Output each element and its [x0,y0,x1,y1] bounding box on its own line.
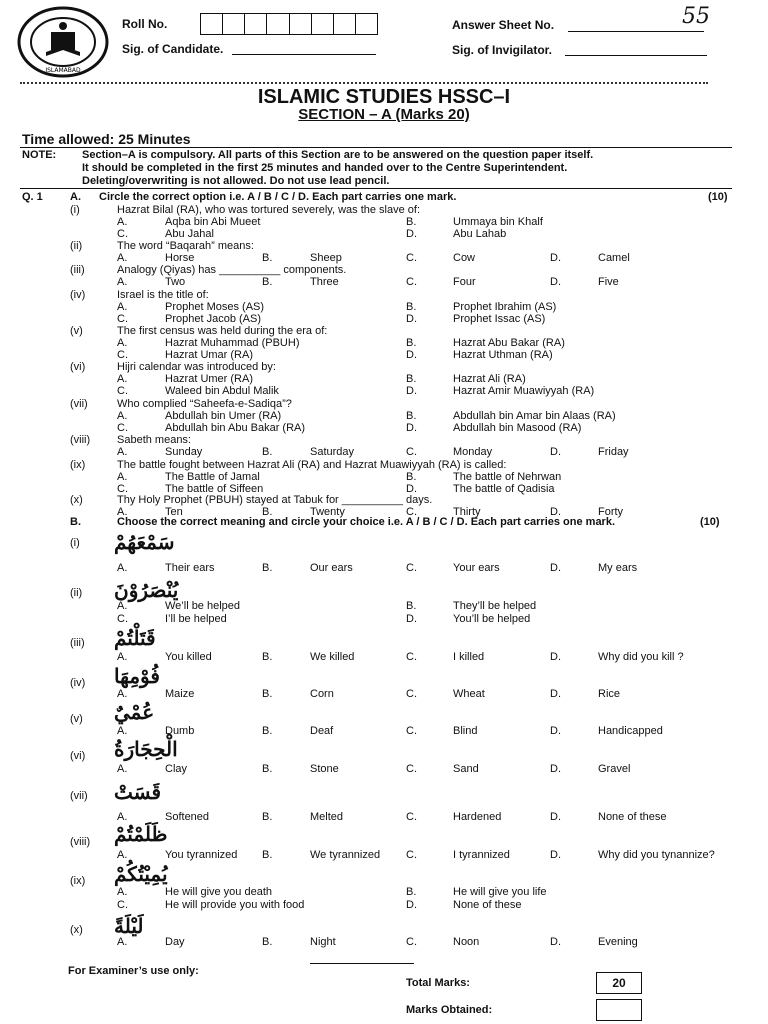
option-c-letter[interactable]: C. [406,651,417,663]
question-text: Israel is the title of: [117,289,209,301]
option-d-letter[interactable]: D. [550,651,561,663]
option-b-text[interactable]: Melted [310,811,344,823]
option-a-text[interactable]: Day [165,936,185,948]
option-c-text[interactable]: Monday [453,446,493,458]
answer-sheet-line[interactable] [568,31,704,32]
option-b-text[interactable]: The battle of Nehrwan [453,471,562,483]
arabic-word: لَيْلَةً [114,914,144,938]
part-a-marks: (10) [708,191,728,203]
option-b-text[interactable]: Hazrat Abu Bakar (RA) [453,337,565,349]
question-number: (ix) [70,875,86,887]
option-a-text[interactable]: Maize [165,688,195,700]
option-c-text[interactable]: He will provide you with food [165,899,305,911]
option-b-text[interactable]: They’ll be helped [453,600,537,612]
option-c-text[interactable]: Sand [453,763,479,775]
answer-sheet-label: Answer Sheet No. [452,18,555,32]
option-c-letter[interactable]: C. [406,763,417,775]
option-d-letter[interactable]: D. [550,252,561,264]
option-b-letter[interactable]: B. [262,811,273,823]
question-number: (vii) [70,790,88,802]
option-d-text[interactable]: Evening [598,936,638,948]
option-c-text[interactable]: Abu Jahal [165,228,214,240]
option-d-letter[interactable]: D. [406,228,417,240]
option-d-letter[interactable]: D. [550,725,561,737]
option-c-letter[interactable]: C. [117,613,128,625]
question-number: (i) [70,537,80,549]
option-c-letter[interactable]: C. [117,483,128,495]
option-d-letter[interactable]: D. [550,446,561,458]
option-d-text[interactable]: None of these [598,811,667,823]
option-a-text[interactable]: Ten [165,506,183,518]
option-a-letter[interactable]: A. [117,471,128,483]
option-a-letter[interactable]: A. [117,562,128,574]
option-a-letter[interactable]: A. [117,849,128,861]
option-d-text[interactable]: Prophet Issac (AS) [453,313,546,325]
question-number: (vi) [70,750,86,762]
option-b-letter[interactable]: B. [262,688,273,700]
option-d-letter[interactable]: D. [550,506,561,518]
option-b-text[interactable]: We tyrannized [310,849,381,861]
option-d-text[interactable]: Gravel [598,763,631,775]
option-b-text[interactable]: Deaf [310,725,334,737]
question-text: Analogy (Qiyas) has __________ components. [117,264,347,276]
option-d-text[interactable]: Abu Lahab [453,228,507,240]
sig-candidate-line[interactable] [232,54,376,55]
option-c-text[interactable]: I tyrannized [453,849,510,861]
question-number: (iv) [70,677,86,689]
option-a-text[interactable]: We’ll be helped [165,600,241,612]
question-text: Sabeth means: [117,434,191,446]
option-d-letter[interactable]: D. [550,688,561,700]
option-a-text[interactable]: Dumb [165,725,195,737]
question-text: Hazrat Bilal (RA), who was tortured severely, was the slave of: [117,204,421,216]
option-d-letter[interactable]: D. [550,849,561,861]
option-a-text[interactable]: Sunday [165,446,203,458]
examiner-label: For Examiner’s use only: [68,965,199,977]
option-b-text[interactable]: We killed [310,651,355,663]
note-line-1: Section–A is compulsory. All parts of this Section are to be answered on the question paper itself. [82,149,594,161]
sig-invigilator-label: Sig. of Invigilator. [452,43,553,57]
option-c-text[interactable]: Hazrat Umar (RA) [165,349,254,361]
option-c-letter[interactable]: C. [406,936,417,948]
option-b-text[interactable]: Twenty [310,506,345,518]
option-a-letter[interactable]: A. [117,936,128,948]
option-c-text[interactable]: Abdullah bin Abu Bakar (RA) [165,422,306,434]
question-text: Hijri calendar was introduced by: [117,361,276,373]
note-line-2: It should be completed in the first 25 minutes and handed over to the Centre Superintendent. [82,162,568,174]
section-title: SECTION – A (Marks 20) [298,106,470,123]
option-b-text[interactable]: He will give you life [453,886,547,898]
option-b-letter[interactable]: B. [406,337,417,349]
option-d-letter[interactable]: D. [550,936,561,948]
option-c-text[interactable]: Noon [453,936,480,948]
option-b-letter[interactable]: B. [406,471,417,483]
option-d-letter[interactable]: D. [406,483,417,495]
question-text: The battle fought between Hazrat Ali (RA) and Hazrat Muawiyyah (RA) is called: [117,459,507,471]
option-b-letter[interactable]: B. [406,301,417,313]
part-a-label: A. [70,191,81,203]
option-a-text[interactable]: Two [165,276,186,288]
option-a-text[interactable]: Clay [165,763,188,775]
option-c-text[interactable]: Four [453,276,476,288]
option-d-letter[interactable]: D. [406,422,417,434]
question-number: (viii) [70,836,91,848]
note-top-rule [20,147,732,148]
question-number: (vi) [70,361,86,373]
question-number: (v) [70,325,83,337]
option-b-text[interactable]: Corn [310,688,334,700]
option-a-text[interactable]: Aqba bin Abi Mueet [165,216,261,228]
option-d-text[interactable]: Friday [598,446,629,458]
option-d-text[interactable]: None of these [453,899,522,911]
option-a-letter[interactable]: A. [117,763,128,775]
question-number: (ix) [70,459,86,471]
examiner-line [310,963,414,964]
option-d-text[interactable]: Why did you tynannize? [598,849,715,861]
option-d-text[interactable]: Handicapped [598,725,663,737]
question-number: (v) [70,713,83,725]
question-text: The first census was held during the era of: [117,325,328,337]
option-d-text[interactable]: Forty [598,506,624,518]
arabic-word: قَسَتْ [114,780,162,804]
option-a-text[interactable]: The Battle of Jamal [165,471,260,483]
option-d-letter[interactable]: D. [550,562,561,574]
option-d-letter[interactable]: D. [406,613,417,625]
option-b-letter[interactable]: B. [262,252,273,264]
arabic-word: يُمِيْتُكُمْ [114,862,168,886]
part-b-label: B. [70,516,81,528]
option-a-letter[interactable]: A. [117,886,128,898]
option-c-letter[interactable]: C. [117,313,128,325]
option-d-letter[interactable]: D. [406,385,417,397]
q1-label: Q. 1 [22,191,43,203]
arabic-word: سَمْعَهُمْ [114,530,175,554]
option-b-letter[interactable]: B. [262,506,273,518]
option-c-text[interactable]: Prophet Jacob (AS) [165,313,261,325]
option-b-letter[interactable]: B. [406,410,417,422]
option-c-letter[interactable]: C. [406,252,417,264]
option-a-text[interactable]: Hazrat Umer (RA) [165,373,254,385]
arabic-word: قَتَلْتُمْ [114,626,156,650]
option-a-letter[interactable]: A. [117,373,128,385]
question-number: (ii) [70,587,83,599]
option-c-letter[interactable]: C. [117,349,128,361]
option-d-text[interactable]: Rice [598,688,621,700]
option-b-text[interactable]: Ummaya bin Khalf [453,216,543,228]
option-d-text[interactable]: Five [598,276,619,288]
option-a-text[interactable]: Prophet Moses (AS) [165,301,265,313]
option-c-letter[interactable]: C. [406,725,417,737]
option-c-letter[interactable]: C. [406,849,417,861]
option-d-letter[interactable]: D. [406,349,417,361]
option-c-text[interactable]: Thirty [453,506,481,518]
option-d-text[interactable]: Abdullah bin Masood (RA) [453,422,582,434]
question-number: (x) [70,494,83,506]
option-a-letter[interactable]: A. [117,725,128,737]
arabic-word: الْحِجَارَةُ [114,737,178,761]
part-b-marks: (10) [700,516,720,528]
marks-obtained-box[interactable] [596,999,642,1021]
option-a-text[interactable]: Hazrat Muhammad (PBUH) [165,337,300,349]
option-a-text[interactable]: Their ears [165,562,215,574]
option-c-text[interactable]: Cow [453,252,476,264]
question-number: (iii) [70,264,85,276]
option-c-text[interactable]: Your ears [453,562,500,574]
option-b-letter[interactable]: B. [262,849,273,861]
option-d-text[interactable]: Hazrat Amir Muawiyyah (RA) [453,385,595,397]
option-d-letter[interactable]: D. [406,899,417,911]
option-b-text[interactable]: Abdullah bin Amar bin Alaas (RA) [453,410,616,422]
total-marks-box: 20 [596,972,642,994]
option-c-text[interactable]: Wheat [453,688,485,700]
option-a-letter[interactable]: A. [117,600,128,612]
question-text: The word “Baqarah” means: [117,240,254,252]
option-c-letter[interactable]: C. [406,562,417,574]
option-c-letter[interactable]: C. [406,446,417,458]
option-d-letter[interactable]: D. [550,276,561,288]
question-number: (ii) [70,240,83,252]
option-b-letter[interactable]: B. [262,936,273,948]
option-b-letter[interactable]: B. [406,886,417,898]
option-a-letter[interactable]: A. [117,651,128,663]
option-b-letter[interactable]: B. [406,373,417,385]
time-allowed: Time allowed: 25 Minutes [22,131,191,147]
option-c-letter[interactable]: C. [406,811,417,823]
roll-no-label: Roll No. [122,17,168,31]
option-b-letter[interactable]: B. [262,763,273,775]
option-c-text[interactable]: Hardened [453,811,502,823]
option-b-text[interactable]: Stone [310,763,339,775]
option-a-letter[interactable]: A. [117,337,128,349]
option-d-text[interactable]: You’ll be helped [453,613,531,625]
option-b-text[interactable]: Hazrat Ali (RA) [453,373,526,385]
option-a-letter[interactable]: A. [117,688,128,700]
option-a-letter[interactable]: A. [117,410,128,422]
option-b-letter[interactable]: B. [262,276,273,288]
exam-title: ISLAMIC STUDIES HSSC–I [257,86,511,108]
option-c-letter[interactable]: C. [406,506,417,518]
option-a-text[interactable]: You killed [165,651,212,663]
part-a-instruction: Circle the correct option i.e. A / B / C / D. Each part carries one mark. [99,191,457,203]
question-text: Thy Holy Prophet (PBUH) stayed at Tabuk for __________ days. [117,494,433,506]
option-c-letter[interactable]: C. [117,228,128,240]
roll-no-boxes[interactable] [200,13,378,35]
arabic-word: ظَلَمْتُمْ [114,822,168,846]
option-d-letter[interactable]: D. [406,313,417,325]
option-b-letter[interactable]: B. [406,216,417,228]
option-c-text[interactable]: Blind [453,725,478,737]
option-a-letter[interactable]: A. [117,506,128,518]
part-b-instruction: Choose the correct meaning and circle your choice i.e. A / B / C / D. Each part carries one mark. [117,516,616,528]
option-c-text[interactable]: I killed [453,651,485,663]
option-b-text[interactable]: Our ears [310,562,353,574]
option-d-text[interactable]: Camel [598,252,630,264]
option-a-text[interactable]: You tyrannized [165,849,238,861]
option-a-text[interactable]: Abdullah bin Umer (RA) [165,410,282,422]
option-b-letter[interactable]: B. [262,446,273,458]
option-b-letter[interactable]: B. [262,562,273,574]
sig-candidate-label: Sig. of Candidate. [122,42,224,56]
option-c-letter[interactable]: C. [406,276,417,288]
option-b-text[interactable]: Prophet Ibrahim (AS) [453,301,557,313]
option-c-text[interactable]: The battle of Siffeen [165,483,264,495]
arabic-word: عُمْيٌ [114,700,155,724]
option-b-text[interactable]: Three [310,276,339,288]
option-b-text[interactable]: Saturday [310,446,355,458]
note-label: NOTE: [22,149,57,161]
header-divider [20,82,708,84]
option-b-letter[interactable]: B. [406,600,417,612]
option-d-text[interactable]: Hazrat Uthman (RA) [453,349,553,361]
question-number: (viii) [70,434,91,446]
option-a-text[interactable]: He will give you death [165,886,273,898]
option-b-text[interactable]: Night [310,936,336,948]
option-a-letter[interactable]: A. [117,446,128,458]
option-a-letter[interactable]: A. [117,301,128,313]
option-a-text[interactable]: Horse [165,252,195,264]
question-number: (vii) [70,398,88,410]
arabic-word: يُنْصَرُوْنَ [114,578,179,602]
option-c-text[interactable]: Waleed bin Abdul Malik [165,385,279,397]
option-c-letter[interactable]: C. [117,899,128,911]
option-b-text[interactable]: Sheep [310,252,342,264]
marks-obtained-label: Marks Obtained: [406,1004,493,1016]
option-c-letter[interactable]: C. [117,422,128,434]
note-bottom-rule [20,188,732,189]
board-logo [16,6,110,78]
option-a-letter[interactable]: A. [117,811,128,823]
question-number: (x) [70,924,83,936]
option-d-letter[interactable]: D. [550,811,561,823]
question-number: (iv) [70,289,86,301]
question-number: (i) [70,204,80,216]
option-c-text[interactable]: I’ll be helped [165,613,227,625]
option-a-letter[interactable]: A. [117,216,128,228]
total-marks-label: Total Marks: [406,977,470,989]
option-b-letter[interactable]: B. [262,725,273,737]
option-d-text[interactable]: Why did you kill ? [598,651,684,663]
option-a-letter[interactable]: A. [117,252,128,264]
sig-invigilator-line[interactable] [565,55,707,56]
option-d-letter[interactable]: D. [550,763,561,775]
option-b-letter[interactable]: B. [262,651,273,663]
question-text: Who complied “Saheefa-e-Sadiqa”? [117,398,292,410]
arabic-word: فُوْمِهَا [114,664,160,688]
svg-text:ISLAMABAD: ISLAMABAD [45,67,81,74]
option-c-letter[interactable]: C. [406,688,417,700]
question-number: (iii) [70,637,85,649]
option-d-text[interactable]: The battle of Qadisia [453,483,555,495]
note-line-3: Deleting/overwriting is not allowed. Do not use lead pencil. [82,175,390,187]
option-d-text[interactable]: My ears [598,562,638,574]
option-c-letter[interactable]: C. [117,385,128,397]
option-a-text[interactable]: Softened [165,811,210,823]
option-a-letter[interactable]: A. [117,276,128,288]
answer-sheet-number: 55 [682,4,710,29]
